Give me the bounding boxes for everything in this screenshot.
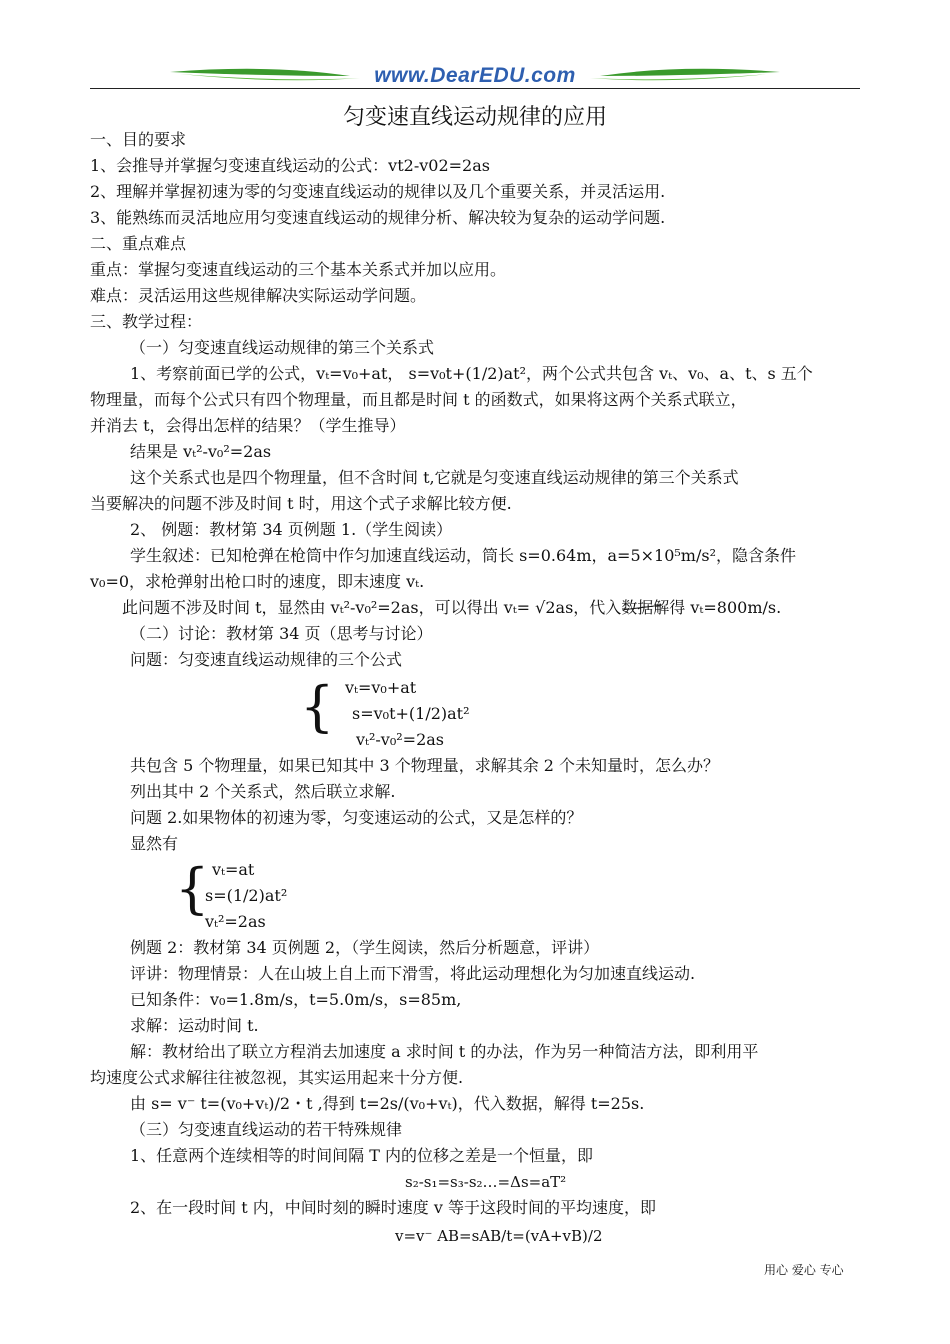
- equation: vₜ=at: [212, 860, 255, 879]
- equation: s₂-s₁=s₃-s₂…=Δs=aT²: [405, 1173, 567, 1191]
- paragraph-line: 由 s= v⁻ t=(v₀+vₜ)/2・t ,得到 t=2s/(v₀+vₜ)，代入数据，解得 t=25s.: [130, 1094, 645, 1113]
- paragraph-line: 2、在一段时间 t 内，中间时刻的瞬时速度 v 等于这段时间的平均速度，即: [130, 1198, 656, 1217]
- paragraph-line: 物理量，而每个公式只有四个物理量，而且都是时间 t 的函数式，如果将这两个关系式联立，: [90, 390, 747, 409]
- header-divider: [90, 88, 860, 89]
- example-heading: 2、 例题：教材第 34 页例题 1.（学生阅读）: [130, 520, 453, 539]
- subsection-heading: （一）匀变速直线运动规律的第三个关系式: [130, 338, 435, 357]
- key-point: 重点：掌握匀变速直线运动的三个基本关系式并加以应用。: [90, 260, 507, 279]
- paragraph-line: 已知条件：v₀=1.8m/s，t=5.0m/s，s=85m,: [130, 990, 462, 1009]
- question-line: 问题 2.如果物体的初速为零，匀变速运动的公式，又是怎样的？: [130, 808, 583, 827]
- page-title: 匀变速直线运动规律的应用: [342, 105, 607, 130]
- list-item: 2、理解并掌握初速为零的匀变速直线运动的规律以及几个重要关系，并灵活运用.: [90, 182, 666, 201]
- paragraph-line: 这个关系式也是四个物理量，但不含时间 t,它就是匀变速直线运动规律的第三个关系式: [130, 468, 739, 487]
- paragraph-line: 共包含 5 个物理量，如果已知其中 3 个物理量，求解其余 2 个未知量时，怎么办？: [130, 756, 720, 775]
- paragraph-line: 当要解决的问题不涉及时间 t 时，用这个式子求解比较方便.: [90, 494, 512, 513]
- equation: vₜ²-v₀²=2as: [356, 730, 445, 749]
- equation: s=v₀t+(1/2)at²: [352, 704, 470, 723]
- paragraph-line: 1、考察前面已学的公式，vₜ=v₀+at， s=v₀t+(1/2)at²，两个公式共包含 vₜ、v₀、a、t、s 五个: [130, 364, 813, 383]
- equation: vₜ=v₀+at: [345, 678, 417, 697]
- equation: s=(1/2)at²: [205, 886, 288, 905]
- page-footer: 用心 爱心 专心: [764, 1263, 844, 1277]
- subsection-heading: （二）讨论：教材第 34 页（思考与讨论）: [130, 624, 433, 643]
- paragraph-line: 评讲：物理情景：人在山坡上自上而下滑雪，将此运动理想化为匀加速直线运动.: [130, 964, 696, 983]
- paragraph-line: 并消去 t，会得出怎样的结果？（学生推导）: [90, 416, 406, 435]
- example-heading: 例题 2：教材第 34 页例题 2，（学生阅读，然后分析题意，评讲）: [130, 938, 600, 957]
- equation: vₜ²=2as: [205, 912, 266, 931]
- paragraph-line: v₀=0，求枪弹射出枪口时的速度，即末速度 vₜ.: [90, 572, 425, 591]
- equation: v=v⁻ AB=sAB/t=(vA+vB)/2: [395, 1227, 603, 1245]
- left-brace-icon: {: [300, 675, 335, 738]
- paragraph-line: 解：教材给出了联立方程消去加速度 a 求时间 t 的办法，作为另一种简洁方法，即利用平: [130, 1042, 759, 1061]
- question-line: 问题：匀变速直线运动规律的三个公式: [130, 650, 403, 669]
- difficult-point: 难点：灵活运用这些规律解决实际运动学问题。: [90, 286, 427, 305]
- paragraph-line: 显然有: [130, 834, 179, 853]
- paragraph-line: 学生叙述：已知枪弹在枪筒中作匀加速直线运动，筒长 s=0.64m，a=5×10⁵m/s²，隐含条件: [130, 546, 796, 565]
- paragraph-line: 均速度公式求解往往被忽视，其实运用起来十分方便.: [90, 1068, 464, 1087]
- paragraph-line: 列出其中 2 个关系式，然后联立求解.: [130, 782, 396, 801]
- subsection-heading: （三）匀变速直线运动的若干特殊规律: [130, 1120, 403, 1139]
- section-heading: 二、重点难点: [90, 234, 187, 253]
- paragraph-line: 求解：运动时间 t.: [130, 1016, 259, 1035]
- left-brace-icon: {: [175, 857, 210, 920]
- section-heading: 一、目的要求: [90, 130, 187, 149]
- section-heading: 三、教学过程：: [90, 312, 203, 331]
- list-item: 3、能熟练而灵活地应用匀变速直线运动的规律分析、解决较为复杂的运动学问题.: [90, 208, 666, 227]
- paragraph-line: 此问题不涉及时间 t，显然由 vₜ²-v₀²=2as，可以得出 vₜ= √2as，代入数据解得 vₜ=800m/s.: [122, 598, 782, 617]
- formula-result: 结果是 vₜ²-v₀²=2as: [130, 442, 272, 461]
- site-logo-text[interactable]: www.DearEDU.com: [374, 64, 576, 87]
- list-item: 1、会推导并掌握匀变速直线运动的公式：vt2-v02=2as: [90, 156, 490, 175]
- paragraph-line: 1、任意两个连续相等的时间间隔 T 内的位移之差是一个恒量，即: [130, 1146, 594, 1165]
